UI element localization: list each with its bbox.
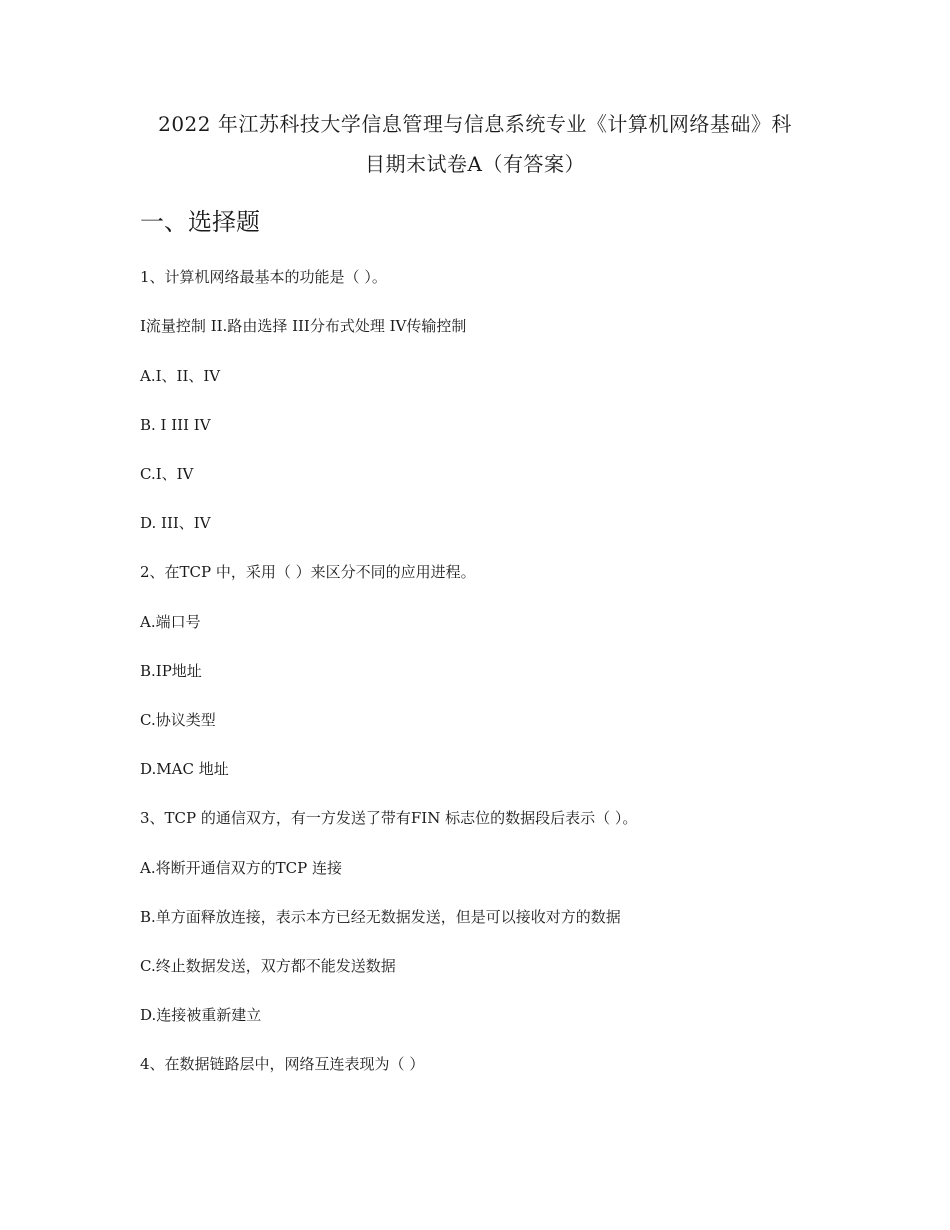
question-3-stem: 3、TCP 的通信双方，有一方发送了带有FIN 标志位的数据段后表示（ ）。	[140, 809, 638, 827]
document-title-line-2: 目期末试卷A（有答案）	[365, 152, 585, 176]
question-1-option-b: B. I III IV	[140, 416, 211, 434]
question-3-option-a: A.将断开通信双方的TCP 连接	[140, 859, 342, 877]
question-2-option-a: A.端口号	[140, 613, 201, 631]
document-title-line-1: 2022 年江苏科技大学信息管理与信息系统专业《计算机网络基础》科	[158, 112, 792, 136]
section-heading: 一、选择题	[140, 208, 260, 236]
question-1-items: I流量控制 II.路由选择 III分布式处理 IV传输控制	[140, 317, 467, 335]
question-2-option-d: D.MAC 地址	[140, 760, 229, 778]
question-3-option-c: C.终止数据发送，双方都不能发送数据	[140, 957, 396, 975]
question-2-stem: 2、在TCP 中，采用（ ）来区分不同的应用进程。	[140, 563, 476, 581]
question-3-option-d: D.连接被重新建立	[140, 1006, 262, 1024]
question-3-option-b: B.单方面释放连接，表示本方已经无数据发送，但是可以接收对方的数据	[140, 908, 621, 926]
question-4-stem: 4、在数据链路层中，网络互连表现为（ ）	[140, 1055, 425, 1073]
question-1-option-c: C.I、IV	[140, 465, 194, 483]
question-2-option-c: C.协议类型	[140, 711, 216, 729]
question-1-option-a: A.I、II、IV	[140, 367, 221, 385]
question-1-stem: 1、计算机网络最基本的功能是（ ）。	[140, 268, 387, 286]
question-2-option-b: B.IP地址	[140, 662, 202, 680]
question-1-option-d: D. III、IV	[140, 514, 211, 532]
